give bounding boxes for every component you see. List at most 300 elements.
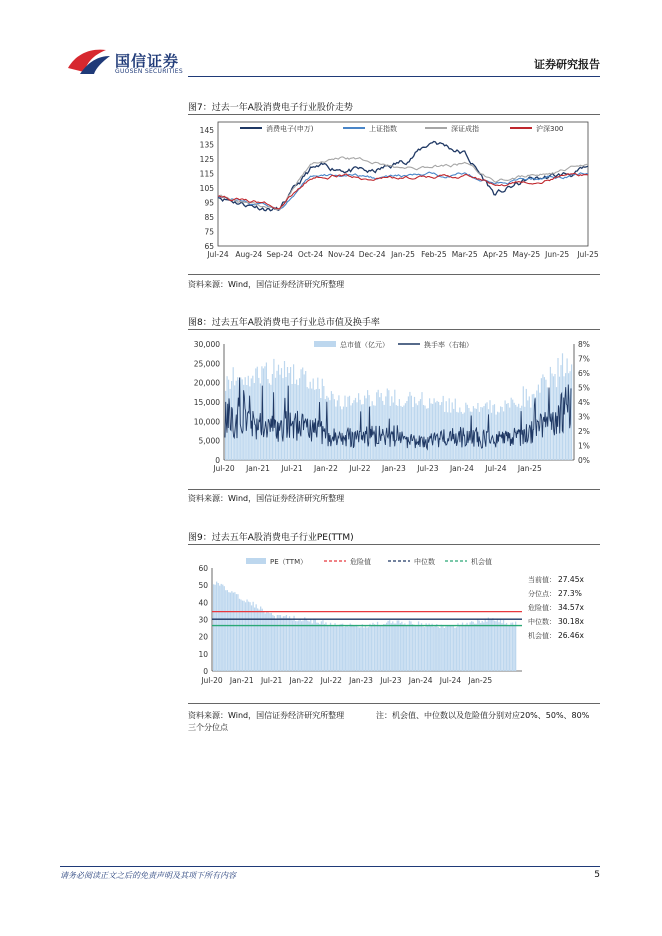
pe-bar — [266, 611, 267, 671]
pe-bar — [510, 623, 511, 671]
pe-bar — [336, 625, 337, 671]
y-tick-label: 40 — [198, 598, 208, 608]
pe-bar — [272, 615, 273, 671]
figure-7-title: 图7：过去一年A股消费电子行业股价走势 — [188, 103, 353, 113]
pe-bar — [383, 624, 384, 671]
left-tick-label: 0 — [215, 456, 220, 465]
mcap-bar — [399, 399, 400, 460]
legend-label-ref: 中位数 — [414, 558, 435, 566]
x-tick-label: Jul-22 — [349, 464, 371, 473]
pe-bar — [233, 593, 234, 671]
pe-bar — [339, 625, 340, 671]
y-tick-label: 20 — [198, 632, 208, 642]
mcap-bar — [358, 393, 359, 460]
pe-bar — [283, 616, 284, 671]
mcap-bar — [426, 409, 427, 460]
pe-bar — [489, 620, 490, 671]
pe-bar — [507, 625, 508, 671]
pe-bar — [371, 626, 372, 671]
pe-bar — [398, 620, 399, 671]
pe-bar — [389, 620, 390, 671]
stat-value: 30.18x — [558, 617, 584, 626]
mcap-bar — [293, 364, 294, 460]
pe-bar — [366, 628, 367, 672]
pe-bar — [368, 627, 369, 671]
mcap-bar — [304, 374, 305, 460]
pe-bar — [471, 621, 472, 671]
mcap-bar — [424, 406, 425, 460]
left-tick-label: 15,000 — [193, 398, 220, 407]
pe-bar — [497, 620, 498, 672]
mcap-bar — [465, 403, 466, 460]
pe-bar — [278, 615, 279, 671]
pe-bar — [438, 627, 439, 671]
pe-bar — [454, 628, 455, 671]
pe-bar — [300, 619, 301, 671]
pe-bar — [439, 628, 440, 671]
pe-bar — [351, 625, 352, 671]
mcap-bar — [338, 395, 339, 460]
legend-label-pe: PE（TTM） — [270, 558, 308, 566]
pe-bar — [483, 622, 484, 671]
pe-bar — [477, 619, 478, 671]
mcap-bar — [353, 400, 354, 460]
x-tick-label: Jul-25 — [577, 250, 599, 259]
x-tick-label: Jan-24 — [449, 464, 474, 473]
pe-bar — [318, 623, 319, 671]
mcap-bar — [406, 401, 407, 460]
series-line-2 — [218, 157, 588, 210]
pe-bar — [375, 626, 376, 671]
mcap-bar — [242, 379, 243, 460]
mcap-bar — [409, 392, 410, 460]
mcap-bar — [295, 384, 296, 460]
mcap-bar — [337, 400, 338, 460]
pe-bar — [359, 628, 360, 672]
x-tick-label: Jul-21 — [281, 464, 303, 473]
mcap-bar — [431, 403, 432, 460]
pe-bar — [225, 590, 226, 671]
mcap-bar — [511, 398, 512, 460]
mcap-bar — [387, 389, 388, 461]
right-tick-label: 7% — [578, 354, 590, 364]
pe-bar — [394, 624, 395, 672]
pe-bar — [224, 586, 225, 671]
mcap-bar — [299, 378, 300, 460]
mcap-bar — [255, 368, 256, 460]
mcap-bar — [446, 401, 447, 460]
legend-label: 消费电子(申万) — [266, 125, 314, 133]
pe-bar — [470, 622, 471, 671]
figure-9-title-rule — [188, 544, 600, 545]
pe-bar — [262, 609, 263, 671]
stat-label: 分位点： — [528, 590, 556, 598]
x-tick-label: Feb-25 — [421, 250, 447, 259]
mcap-bar — [423, 405, 424, 460]
y-tick-label: 135 — [199, 140, 214, 150]
pe-bar — [298, 621, 299, 672]
mcap-bar — [494, 404, 495, 460]
pe-bar — [306, 619, 307, 671]
pe-bar — [494, 621, 495, 671]
pe-bar — [421, 623, 422, 671]
pe-bar — [378, 626, 379, 671]
pe-bar — [432, 624, 433, 671]
pe-bar — [448, 626, 449, 671]
pe-bar — [257, 608, 258, 671]
x-tick-label: Apr-25 — [483, 250, 508, 259]
pe-bar — [357, 627, 358, 671]
pe-bar — [457, 623, 458, 671]
pe-bar — [347, 625, 348, 671]
pe-bar — [256, 604, 257, 671]
mcap-bar — [394, 390, 395, 460]
pe-bar — [392, 621, 393, 671]
pe-bar — [230, 593, 231, 671]
y-tick-label: 0 — [203, 667, 208, 676]
legend-label: 深证成指 — [451, 125, 479, 133]
pe-bar — [453, 626, 454, 671]
pe-bar — [503, 620, 504, 671]
right-tick-label: 8% — [578, 340, 590, 349]
pe-bar — [380, 625, 381, 671]
pe-bar — [221, 584, 222, 671]
pe-bar — [509, 625, 510, 671]
pe-bar — [444, 628, 445, 671]
legend-label-turnover: 换手率（右轴） — [424, 341, 473, 349]
pe-bar — [292, 620, 293, 671]
mcap-bar — [405, 403, 406, 460]
pe-bar — [337, 625, 338, 671]
pe-bar — [325, 622, 326, 671]
figure-9-note-continued: 三个分位点 — [188, 723, 228, 732]
mcap-bar — [355, 398, 356, 460]
pe-bar — [284, 616, 285, 671]
mcap-bar — [434, 398, 435, 460]
x-tick-label: Aug-24 — [235, 250, 263, 259]
stat-value: 27.3% — [558, 589, 582, 598]
figure-7-title-rule — [188, 114, 600, 115]
pe-bar — [327, 626, 328, 671]
pe-bar — [474, 624, 475, 671]
guosen-logo-icon — [66, 46, 112, 76]
mcap-bar — [477, 403, 478, 460]
pe-bar — [330, 623, 331, 671]
figure-9-pe-chart — [188, 548, 600, 696]
right-tick-label: 3% — [578, 412, 590, 422]
pe-bar — [218, 583, 219, 671]
pe-bar — [356, 625, 357, 671]
pe-bar — [344, 627, 345, 671]
y-tick-label: 105 — [199, 184, 214, 193]
legend-label-mcap: 总市值（亿元） — [340, 341, 389, 349]
mcap-bar — [323, 386, 324, 460]
x-tick-label: Mar-25 — [451, 250, 478, 259]
figure-9-title: 图9：过去五年A股消费电子行业PE(TTM) — [188, 533, 354, 543]
pe-bar — [228, 592, 229, 671]
pe-bar — [271, 613, 272, 671]
pe-bar — [342, 624, 343, 671]
mcap-bar — [421, 392, 422, 460]
company-name-en: GUOSEN SECURITIES — [115, 68, 184, 75]
x-tick-label: Jan-25 — [468, 676, 493, 685]
pe-bar — [385, 624, 386, 671]
pe-bar — [465, 625, 466, 671]
pe-bar — [447, 626, 448, 671]
pe-bar — [374, 624, 375, 671]
x-tick-label: Jul-20 — [213, 464, 235, 473]
mcap-bar — [279, 375, 280, 460]
pe-bar — [369, 624, 370, 671]
mcap-bar — [364, 396, 365, 460]
pe-bar — [473, 622, 474, 671]
mcap-bar — [449, 398, 450, 460]
pe-bar — [401, 622, 402, 671]
pe-bar — [482, 621, 483, 671]
mcap-bar — [500, 406, 501, 460]
pe-bar — [435, 625, 436, 671]
pe-bar — [280, 615, 281, 671]
mcap-bar — [248, 376, 249, 460]
mcap-bar — [281, 368, 282, 460]
stat-label: 中位数： — [528, 618, 556, 626]
mcap-bar — [417, 405, 418, 460]
pe-bar — [297, 621, 298, 671]
mcap-bar — [492, 405, 493, 460]
mcap-bar — [411, 396, 412, 460]
y-tick-label: 60 — [198, 564, 208, 573]
right-tick-label: 0% — [578, 456, 590, 465]
pe-bar — [416, 625, 417, 671]
pe-bar — [331, 626, 332, 672]
pe-bar — [515, 622, 516, 671]
pe-bar — [295, 621, 296, 671]
pe-bar — [260, 607, 261, 672]
mcap-bar — [428, 408, 429, 460]
pe-bar — [468, 626, 469, 671]
pe-bar — [429, 624, 430, 672]
pe-bar — [419, 625, 420, 671]
x-tick-label: Jan-22 — [314, 464, 338, 473]
pe-bar — [386, 623, 387, 671]
pe-bar — [222, 585, 223, 671]
pe-bar — [312, 623, 313, 671]
pe-bar — [407, 625, 408, 672]
pe-bar — [460, 625, 461, 671]
mcap-bar — [329, 400, 330, 460]
left-tick-label: 10,000 — [193, 417, 220, 427]
pe-bar — [362, 624, 363, 671]
figure-7-source-rule — [188, 274, 600, 275]
left-tick-label: 20,000 — [193, 378, 220, 388]
pe-bar — [316, 623, 317, 671]
pe-bar — [231, 591, 232, 671]
mcap-bar — [276, 371, 277, 460]
pe-bar — [321, 621, 322, 671]
pe-bar — [424, 627, 425, 671]
company-name-cn: 国信证券 — [115, 52, 180, 70]
x-tick-label: Sep-24 — [266, 250, 293, 259]
right-tick-label: 1% — [578, 441, 590, 451]
mcap-bar — [479, 412, 480, 460]
pe-bar — [240, 600, 241, 672]
mcap-bar — [332, 394, 333, 460]
legend-label-ref: 机会值 — [471, 558, 492, 566]
pe-bar — [372, 623, 373, 671]
right-tick-label: 5% — [578, 383, 590, 393]
pe-bar — [422, 627, 423, 672]
pe-bar — [360, 627, 361, 671]
mcap-bar — [266, 363, 267, 461]
x-tick-label: Jan-25 — [391, 250, 415, 259]
pe-bar — [219, 586, 220, 671]
mcap-bar — [258, 378, 259, 460]
pe-bar — [286, 615, 287, 671]
x-tick-label: Jan-25 — [517, 464, 542, 473]
y-tick-label: 115 — [199, 169, 214, 179]
mcap-bar — [447, 412, 448, 460]
mcap-bar — [257, 367, 258, 460]
x-tick-label: Jan-23 — [349, 676, 373, 685]
mcap-bar — [278, 365, 279, 460]
pe-bar — [410, 621, 411, 671]
mcap-bar — [313, 379, 314, 461]
y-tick-label: 95 — [204, 198, 214, 208]
pe-bar — [476, 624, 477, 671]
pe-bar — [234, 592, 235, 671]
mcap-bar — [367, 390, 368, 460]
right-tick-label: 4% — [578, 398, 590, 407]
stat-value: 26.46x — [558, 631, 584, 640]
x-tick-label: Jun-25 — [545, 250, 570, 259]
pe-bar — [319, 624, 320, 671]
right-tick-label: 6% — [578, 369, 590, 378]
x-tick-label: Jan-22 — [289, 676, 314, 685]
pe-bar — [501, 623, 502, 671]
pe-bar — [251, 605, 252, 671]
pe-bar — [333, 626, 334, 671]
mcap-bar — [275, 378, 276, 460]
mcap-bar — [343, 407, 344, 460]
pe-bar — [504, 624, 505, 671]
pe-bar — [388, 621, 389, 671]
pe-bar — [236, 594, 237, 671]
mcap-bar — [565, 373, 566, 460]
pe-bar — [506, 623, 507, 671]
mcap-bar — [435, 402, 436, 460]
pe-bar — [495, 621, 496, 671]
footer-disclaimer: 请务必阅读正文之后的免责声明及其项下所有内容 — [60, 871, 236, 880]
mcap-bar — [505, 400, 506, 460]
pe-bar — [413, 625, 414, 671]
pe-bar — [213, 584, 214, 671]
pe-bar — [441, 625, 442, 671]
pe-bar — [239, 599, 240, 671]
mcap-bar — [438, 402, 439, 460]
pe-bar — [245, 602, 246, 671]
figure-8-title: 图8：过去五年A股消费电子行业总市值及换手率 — [188, 318, 380, 328]
pe-bar — [514, 626, 515, 671]
mcap-bar — [282, 378, 283, 460]
mcap-bar — [320, 398, 321, 460]
pe-bar — [397, 621, 398, 672]
mcap-bar — [527, 400, 528, 460]
mcap-bar — [455, 399, 456, 460]
mcap-bar — [352, 403, 353, 460]
mcap-bar — [443, 396, 444, 460]
mcap-bar — [412, 407, 413, 460]
pe-bar — [459, 626, 460, 671]
x-tick-label: Jan-21 — [229, 676, 254, 685]
pe-bar — [427, 626, 428, 671]
pe-bar — [246, 600, 247, 672]
mcap-bar — [418, 401, 419, 460]
figure-8-title-rule — [188, 329, 600, 330]
legend-swatch-mcap — [314, 341, 336, 347]
y-tick-label: 145 — [199, 126, 214, 135]
x-tick-label: Oct-24 — [297, 250, 324, 259]
pe-bar — [303, 620, 304, 671]
x-tick-label: Jan-23 — [381, 464, 406, 473]
pe-bar — [466, 623, 467, 671]
pe-bar — [382, 625, 383, 671]
left-tick-label: 30,000 — [193, 340, 220, 349]
x-tick-label: Jul-23 — [380, 676, 402, 685]
legend-label: 沪深300 — [536, 125, 564, 133]
mcap-bar — [489, 400, 490, 460]
pe-bar — [334, 623, 335, 671]
left-tick-label: 25,000 — [193, 359, 220, 369]
pe-bar — [313, 619, 314, 671]
footer-divider — [60, 866, 600, 867]
figure-8-mcap-turnover-chart — [188, 332, 600, 486]
pe-bar — [463, 626, 464, 671]
pe-bar — [445, 627, 446, 672]
mcap-bar — [331, 391, 332, 460]
stat-label: 当前值： — [528, 576, 556, 584]
pe-bar — [406, 625, 407, 671]
figure-7-stock-price-chart — [188, 116, 600, 272]
mcap-bar — [403, 406, 404, 461]
mcap-bar — [305, 371, 306, 460]
pe-bar — [293, 616, 294, 671]
pe-bar — [486, 622, 487, 671]
pe-bar — [215, 585, 216, 671]
pe-bar — [377, 622, 378, 671]
x-tick-label: Jul-20 — [201, 676, 223, 685]
pe-bar — [265, 613, 266, 671]
x-tick-label: Jul-24 — [485, 464, 507, 473]
pe-bar — [456, 627, 457, 671]
mcap-bar — [384, 405, 385, 460]
x-tick-label: Jan-24 — [408, 676, 433, 685]
x-tick-label: Jul-24 — [439, 676, 462, 685]
pe-bar — [345, 626, 346, 671]
figure-8-source-rule — [188, 489, 600, 490]
mcap-bar — [378, 390, 379, 460]
pe-bar — [275, 619, 276, 672]
pe-bar — [498, 622, 499, 671]
mcap-bar — [512, 400, 513, 460]
stat-label: 危险值： — [528, 604, 556, 612]
stat-value: 27.45x — [558, 575, 584, 584]
header-divider — [188, 76, 600, 77]
mcap-bar — [391, 396, 392, 460]
x-tick-label: Dec-24 — [358, 250, 386, 259]
pe-bar — [268, 612, 269, 671]
pe-bar — [412, 624, 413, 671]
figure-7-source: 资料来源：Wind，国信证券经济研究所整理 — [188, 280, 345, 289]
